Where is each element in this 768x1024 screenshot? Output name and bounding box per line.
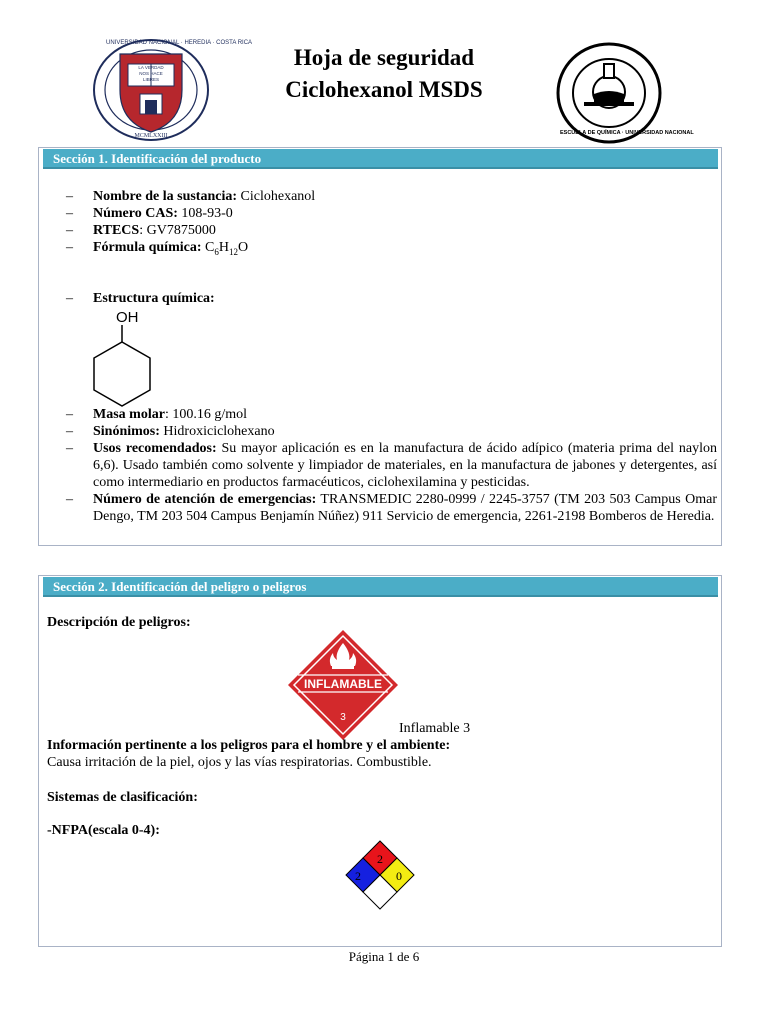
cas-value: 108-93-0 — [177, 206, 233, 221]
seal-book-line-1: LA VERDAD — [138, 65, 164, 70]
structure-label: Estructura química: — [93, 291, 215, 306]
rtecs-label: RTECS — [93, 223, 140, 238]
synonyms — [93, 423, 275, 440]
placard-caption: Inflamable 3 — [399, 721, 471, 736]
bullet-dash: – — [66, 424, 73, 439]
formula-o: O — [237, 240, 249, 255]
logo-ring-text: ESCUELA DE QUÍMICA · UNIVERSIDAD NACIONAL — [560, 130, 694, 136]
page-number: Página 1 de 6 — [348, 949, 420, 964]
synonyms-label: Sinónimos: — [93, 424, 160, 439]
placard-text: INFLAMABLE — [304, 677, 382, 691]
nfpa-flammability-value: 2 — [377, 852, 383, 866]
molar-mass-value: : 100.16 g/mol — [164, 407, 247, 422]
bullet-dash: – — [66, 441, 73, 456]
formula-label: Fórmula química: — [93, 240, 202, 255]
structure-oh-label: OH — [116, 309, 139, 326]
bullet-dash: – — [66, 240, 73, 255]
emergency-number — [93, 491, 717, 525]
page-title-line-1: Hoja de seguridad — [293, 45, 475, 70]
molar-mass — [93, 406, 247, 423]
bullet-dash: – — [66, 407, 73, 422]
bullet-dash: – — [66, 206, 73, 221]
placard-class: 3 — [340, 712, 346, 723]
uses-label: Usos recomendados: — [93, 441, 217, 456]
page-title-line-2: Ciclohexanol MSDS — [285, 77, 483, 102]
nfpa-health-value: 2 — [355, 869, 361, 883]
section-2-heading: Sección 2. Identificación del peligro o peligros — [43, 577, 718, 597]
bullet-dash: – — [66, 223, 73, 238]
formula-c: C — [201, 240, 215, 255]
emergency-value: TRANSMEDIC 2280-0999 / 2245-3757 (TM 203 503 Campus Omar Dengo, TM 203 504 Campus Benjamín Núñez) 911 Servicio de emergencia, 2261-2198 Bomberos de Heredia. — [93, 492, 717, 524]
bullet-dash: – — [66, 189, 73, 204]
molar-mass-label: Masa molar — [93, 407, 165, 422]
substance-name — [93, 188, 315, 205]
hazard-info-label: Información pertinente a los peligros para el hombre y el ambiente: — [47, 738, 451, 753]
rtecs — [93, 222, 216, 239]
substance-name-value: Ciclohexanol — [237, 189, 316, 204]
classification-label: Sistemas de clasificación: — [47, 790, 198, 805]
hazard-description-label: Descripción de peligros: — [47, 615, 191, 630]
hazard-info-value: Causa irritación de la piel, ojos y las vías respiratorias. Combustible. — [47, 755, 432, 770]
nfpa-reactivity-value: 0 — [396, 869, 402, 883]
formula-sub-12: 12 — [228, 246, 238, 257]
recommended-uses — [93, 440, 717, 491]
bullet-dash: – — [66, 291, 73, 306]
substance-name-label: Nombre de la sustancia: — [93, 189, 238, 204]
chemistry-school-logo — [556, 42, 694, 144]
cas-label: Número CAS: — [93, 206, 178, 221]
synonyms-value: Hidroxiciclohexano — [159, 424, 275, 439]
emergency-label: Número de atención de emergencias: — [93, 492, 317, 507]
flammable-placard — [286, 628, 400, 742]
formula-h: H — [218, 240, 229, 255]
section-1-heading: Sección 1. Identificación del producto — [43, 149, 718, 169]
formula-sub-6: 6 — [214, 246, 219, 257]
chemical-formula — [93, 239, 248, 261]
nfpa-label: -NFPA(escala 0-4): — [47, 823, 160, 838]
cyclohexanol-structure — [88, 306, 158, 406]
nfpa-diamond — [341, 840, 419, 912]
bullet-dash: – — [66, 492, 73, 507]
seal-year: MCMLXXIII — [134, 133, 168, 139]
seal-ring-text: UNIVERSIDAD NACIONAL · HEREDIA · COSTA RICA — [106, 40, 253, 46]
uses-value: Su mayor aplicación es en la manufactura de ácido adípico (materia prima del naylon 6,6). Usado también como solvente y limpiador de materiales, en la manufactura de jabones y detergentes, así como intermediario en productos farmacéuticos, ciclohexilamina y pesticidas. — [93, 441, 717, 490]
cas-number — [93, 205, 233, 222]
seal-book-line-3: LIBRES — [142, 77, 159, 82]
seal-book-line-2: NOS HACE — [139, 71, 163, 76]
rtecs-value: : GV7875000 — [139, 223, 216, 238]
